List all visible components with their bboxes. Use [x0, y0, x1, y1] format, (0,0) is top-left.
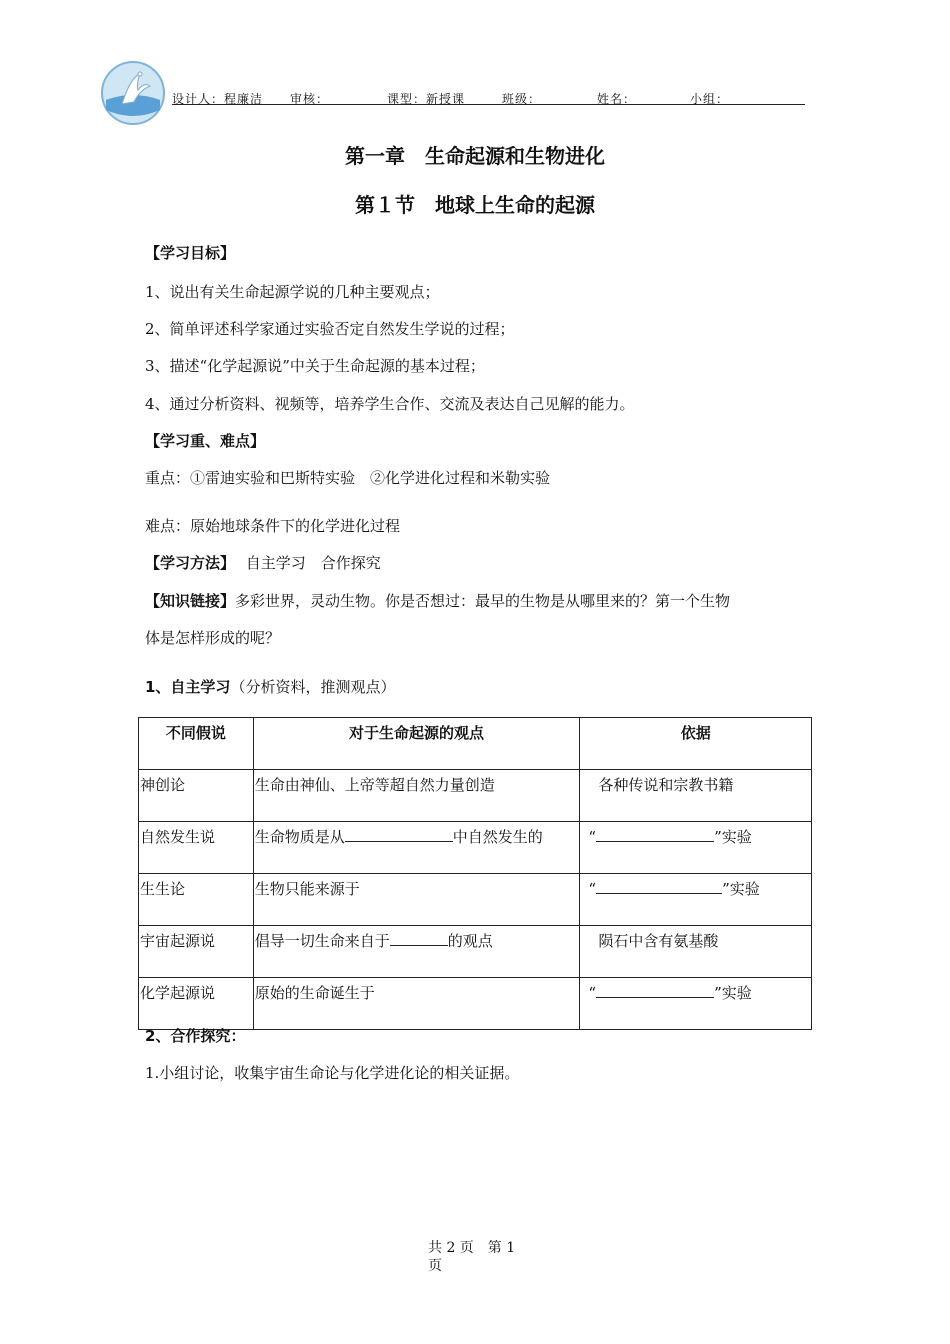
hypothesis-name: 生生论	[139, 874, 254, 926]
key-points-text: 重点：①雷迪实验和巴斯特实验 ②化学进化过程和米勒实验	[145, 469, 551, 487]
objective-item: 3、描述“化学起源说”中关于生命起源的基本过程；	[145, 357, 485, 375]
objectives-heading: 【学习目标】	[145, 244, 236, 262]
group-field: 小组：	[690, 92, 730, 106]
lesson-type-field: 课型：新授课	[387, 92, 466, 106]
hypotheses-table	[138, 717, 812, 1030]
method-text: 自主学习 合作探究	[245, 554, 381, 572]
hypothesis-basis: “ ”实验	[580, 978, 812, 1030]
method-line	[145, 552, 381, 573]
hypothesis-name: 宇宙起源说	[139, 926, 254, 978]
hypothesis-basis: “ ”实验	[580, 822, 812, 874]
hypothesis-view: 原始的生命诞生于	[253, 978, 580, 1030]
name-field: 姓名：	[597, 92, 637, 106]
objective-item: 2、简单评述科学家通过实验否定自然发生学说的过程；	[145, 320, 515, 338]
page-count-suffix: 页	[428, 1258, 442, 1274]
header-basis: 依据	[580, 718, 812, 770]
self-study-note: （分析资料，推测观点）	[230, 678, 396, 696]
table-row	[139, 978, 812, 1030]
objective-item: 1、说出有关生命起源学说的几种主要观点；	[145, 283, 440, 301]
self-study-heading: 1、自主学习	[145, 678, 231, 696]
objective-item: 4、通过分析资料、视频等，培养学生合作、交流及表达自己见解的能力。	[145, 395, 635, 413]
hypothesis-view: 生命物质是从 中自然发生的	[253, 822, 580, 874]
hypothesis-view: 倡导一切生命来自于 的观点	[253, 926, 580, 978]
page-count: 共 2 页 第 1	[428, 1240, 516, 1256]
table-row	[139, 874, 812, 926]
answer-blank[interactable]	[390, 931, 448, 946]
key-points-heading: 【学习重、难点】	[145, 432, 266, 450]
table-row	[139, 822, 812, 874]
self-study-line	[145, 676, 395, 697]
table-header-row	[139, 718, 812, 770]
link-text: 多彩世界，灵动生物。你是否想过：最早的生物是从哪里来的？第一个生物	[235, 592, 731, 610]
chapter-title: 第一章 生命起源和生物进化	[345, 144, 605, 168]
hypothesis-name: 化学起源说	[139, 978, 254, 1030]
review-field: 审核：	[290, 92, 330, 106]
difficult-points-text: 难点：原始地球条件下的化学进化过程	[145, 517, 401, 535]
hypothesis-view: 生物只能来源于	[253, 874, 580, 926]
section-title: 第１节 地球上生命的起源	[355, 193, 595, 217]
cooperation-item: 1.小组讨论，收集宇宙生命论与化学进化论的相关证据。	[145, 1064, 520, 1082]
answer-blank[interactable]	[596, 983, 714, 998]
cooperation-heading: 2、合作探究：	[145, 1027, 246, 1045]
method-heading: 【学习方法】	[145, 554, 236, 572]
answer-blank[interactable]	[596, 879, 722, 894]
hypothesis-basis: 各种传说和宗教书籍	[580, 770, 812, 822]
table-row	[139, 770, 812, 822]
class-field: 班级：	[502, 92, 542, 106]
hypothesis-basis: “ ”实验	[580, 874, 812, 926]
designer-field: 设计人：程廉洁	[172, 92, 264, 106]
school-logo	[100, 60, 166, 126]
link-heading: 【知识链接】	[145, 592, 236, 610]
hypothesis-name: 神创论	[139, 770, 254, 822]
hypothesis-basis: 陨石中含有氨基酸	[580, 926, 812, 978]
table-row	[139, 926, 812, 978]
hypothesis-name: 自然发生说	[139, 822, 254, 874]
worksheet-header	[172, 90, 805, 105]
link-text-continued: 体是怎样形成的呢？	[145, 629, 281, 647]
header-view: 对于生命起源的观点	[253, 718, 580, 770]
answer-blank[interactable]	[345, 827, 453, 842]
header-hypothesis: 不同假说	[139, 718, 254, 770]
hypothesis-view: 生命由神仙、上帝等超自然力量创造	[253, 770, 580, 822]
answer-blank[interactable]	[596, 827, 714, 842]
link-line	[145, 590, 730, 611]
